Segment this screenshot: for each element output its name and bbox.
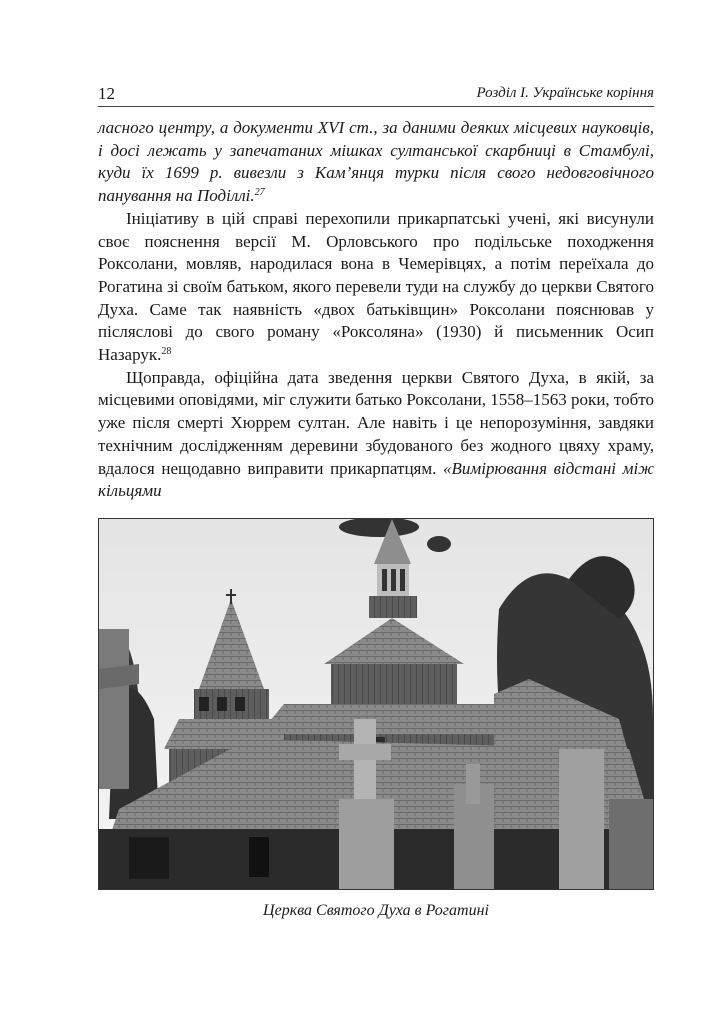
church-illustration [99, 519, 653, 889]
body-text [98, 117, 654, 503]
page-header [98, 82, 654, 107]
running-head: Розділ І. Українське коріння [476, 85, 654, 101]
footnote-ref-27[interactable]: 27 [254, 187, 265, 199]
footnote-ref-28[interactable]: 28 [161, 346, 172, 358]
figure-caption: Церква Святого Духа в Рогатині [263, 902, 489, 919]
paragraph-1-text: ласного центру, а документи XVI ст., за даними деяких місцевих науковців, і досі лежать у запечатаних мішках султанської скарбниці в Стамбулі, куди їх 1699 р. вивезли з Кам’янця турки після свого недовговічного панування на Поділлі. [98, 118, 654, 206]
church-photo [98, 518, 654, 890]
quote-start: «Вимірювання відстані між кільцями [98, 458, 654, 501]
paragraph-3-text: Щоправда, офіційна дата зведення церкви Святого Духа, в якій, за місцевими оповідями, міг служити батько Роксолани, 1558–1563 роки, тобто уже після смерті Хюррем султан. Але навіть і це непорозуміння, завдяки технічним дослідженням деревини збудованого без жодного цвяху храму, вдалося нещодавно виправити прикарпатцям. [98, 367, 654, 478]
paragraph-3 [98, 367, 654, 503]
page-number: 12 [98, 84, 115, 103]
paragraph-2 [98, 208, 654, 367]
paragraph-1 [98, 117, 654, 208]
paragraph-2-text: Ініціативу в цій справі перехопили прикарпатські учені, які висунули своє пояснення версії М. Орловського про подільське походження Роксолани, мовляв, народилася вона в Чемерівцях, а потім переїхала до Рогатина зі своїм батьком, якого перевели туди на службу до церкви Святого Духа. Саме так наявність «двох батьківщин» Роксолани пояснював у післяслові до свого роману «Роксоляна» (1930) й письменник Осип Назарук. [98, 208, 654, 365]
